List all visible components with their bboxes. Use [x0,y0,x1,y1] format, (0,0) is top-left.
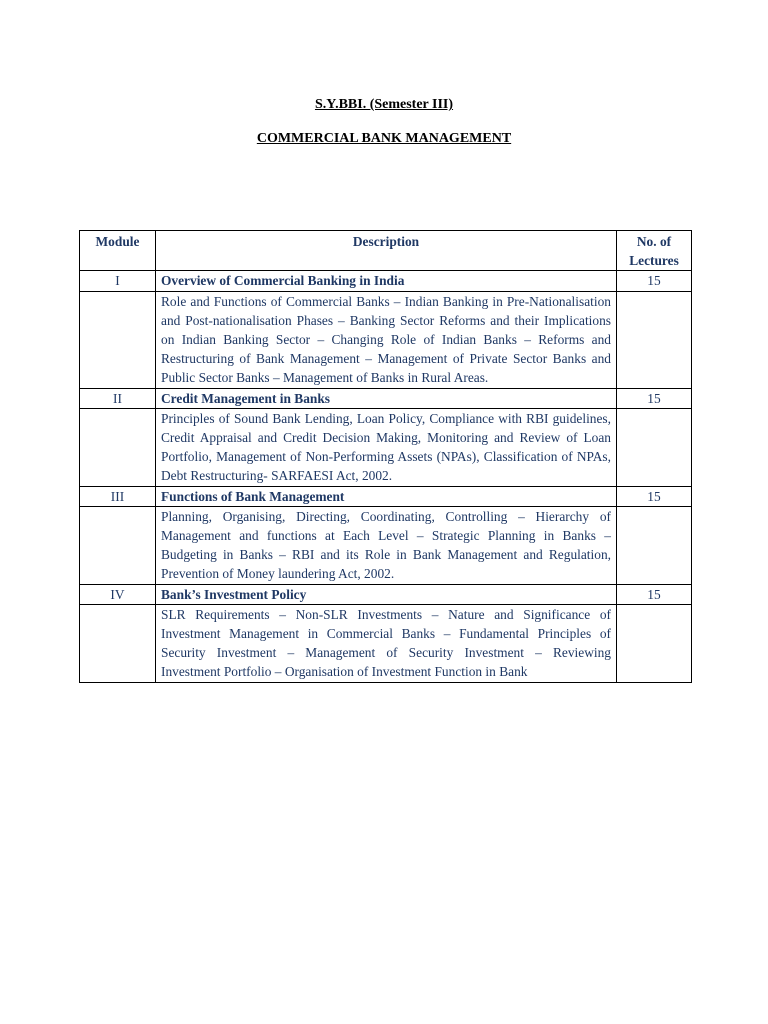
empty-cell [80,506,156,584]
module-description-row [80,604,692,682]
module-description-row [80,506,692,584]
empty-cell [617,506,692,584]
module-number: III [80,486,156,506]
module-title-row [80,388,692,408]
empty-cell [80,291,156,388]
course-title: COMMERCIAL BANK MANAGEMENT [256,131,512,146]
module-number: II [80,388,156,408]
empty-cell [80,604,156,682]
module-title-row [80,271,692,291]
module-description: Role and Functions of Commercial Banks – Indian Banking in Pre-Nationalisation and Post-nationalisation Phases – Banking Sector Reforms and their Implications on Indian Banking Sector – Changing Role of Indian Banks – Reforms and Restructuring of Bank Management – Management of Private Sector Banks and Public Sector Banks – Management of Banks in Rural Areas. [156,291,617,388]
module-title: Functions of Bank Management [156,486,617,506]
empty-cell [617,604,692,682]
header-lectures-line2: Lectures [629,253,679,269]
module-description-row [80,408,692,486]
module-title-row [80,584,692,604]
module-lectures: 15 [617,486,692,506]
table-header-row [80,231,692,271]
module-title-row [80,486,692,506]
syllabus-table [79,230,692,683]
header-lectures [617,231,692,271]
empty-cell [617,291,692,388]
header-module: Module [80,231,156,271]
module-description-row [80,291,692,388]
module-lectures: 15 [617,271,692,291]
module-description: SLR Requirements – Non-SLR Investments – Nature and Significance of Investment Management in Commercial Banks – Fundamental Principles of Security Investment – Management of Security Investment – Reviewing Investment Portfolio – Organisation of Investment Function in Bank [156,604,617,682]
course-header: S.Y.BBI. (Semester III) [314,97,454,112]
module-lectures: 15 [617,584,692,604]
empty-cell [80,408,156,486]
module-number: IV [80,584,156,604]
module-description: Principles of Sound Bank Lending, Loan Policy, Compliance with RBI guidelines, Credit Appraisal and Credit Decision Making, Monitoring and Review of Loan Portfolio, Management of Non-Performing Assets (NPAs), Classification of NPAs, Debt Restructuring- SARFAESI Act, 2002. [156,408,617,486]
module-title: Credit Management in Banks [156,388,617,408]
header-description: Description [156,231,617,271]
header-lectures-line1: No. of [636,234,672,249]
module-number: I [80,271,156,291]
module-title: Bank’s Investment Policy [156,584,617,604]
module-description: Planning, Organising, Directing, Coordinating, Controlling – Hierarchy of Management and functions at Each Level – Strategic Planning in Banks – Budgeting in Banks – RBI and its Role in Bank Management and Regulation, Prevention of Money laundering Act, 2002. [156,506,617,584]
empty-cell [617,408,692,486]
module-lectures: 15 [617,388,692,408]
module-title: Overview of Commercial Banking in India [156,271,617,291]
